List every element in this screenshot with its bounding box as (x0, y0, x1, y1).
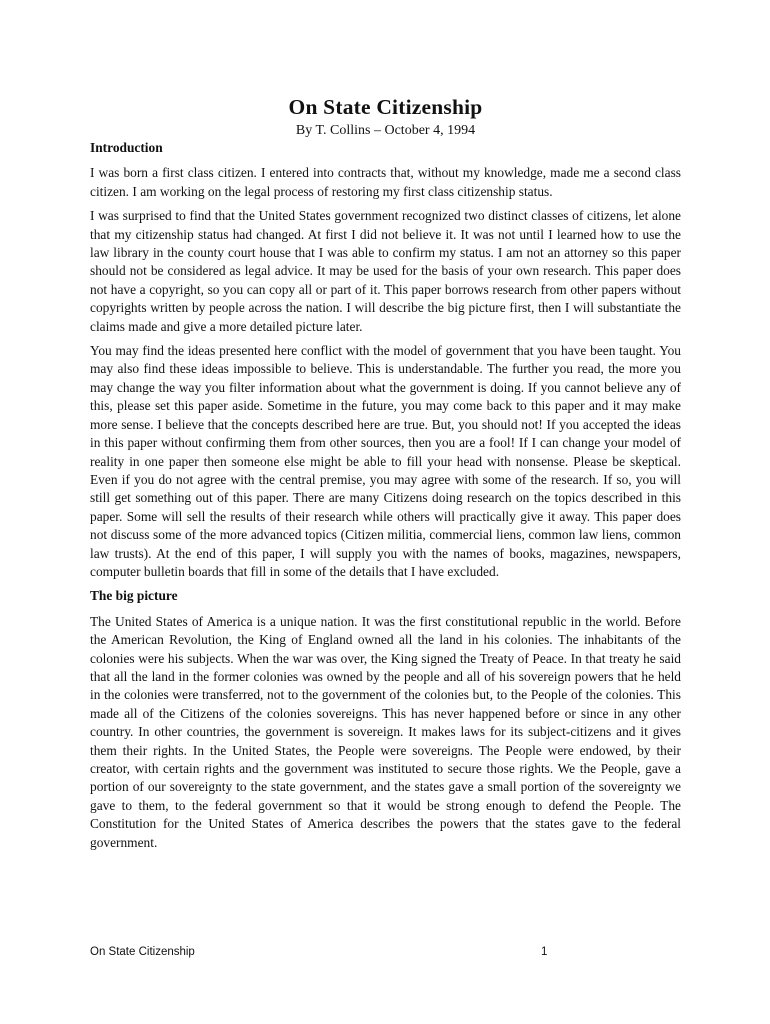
document-page (90, 0, 681, 1024)
paragraph: The United States of America is a unique nation. It was the first constitutional republic in the world. Before the American Revolution, the King of England owned all the land in his colonies. The inhabitants of the colonies were his subjects. When the war was over, the King signed the Treaty of Peace. In that treaty he said that all the land in the former colonies was owned by the people and all of his sovereign powers that he held in the colonies were transferred, not to the government of the colonies but, to the People of the colonies. This made all of the Citizens of the colonies sovereigns. This has never happened before or since in any other country. In other countries, the government is sovereign. It makes laws for its subject-citizens and it gives them their rights. In the United States, the People were sovereigns. The People were endowed, by their creator, with certain rights and the government was instituted to secure those rights. We the People, gave a portion of our sovereignty to the state government, and the states gave a small portion of the sovereignty we gave to them, to the federal government so that it would be strong enough to defend the People. The Constitution for the United States of America describes the powers that the states gave to the federal government. (90, 613, 681, 850)
paragraph: You may find the ideas presented here conflict with the model of government that you have been taught. You may also find these ideas impossible to believe. This is understandable. The further you read, the more you may change the way you filter information about what the government is doing. If you cannot believe any of this, please set this paper aside. Sometime in the future, you may come back to this paper and it may make more sense. I believe that the concepts described here are true. But, you should not! If you accepted the ideas in this paper without confirming them from other sources, then you are a fool! If I can change your model of reality in one paper then someone else might be able to fill your head with nonsense. Please be skeptical. Even if you do not agree with the central premise, you may agree with some of the research. If so, you will still get something out of this paper. There are many Citizens doing research on the topics described in this paper. Some will sell the results of their research while others will practically give it away. This paper does not discuss some of the more advanced topics (Citizen militia, commercial liens, common law liens, common law trusts). At the end of this paper, I will supply you with the names of books, magazines, newspapers, computer bulletin boards that fill in some of the details that I have excluded. (90, 343, 681, 579)
document-title: On State Citizenship (288, 95, 483, 119)
footer-title: On State Citizenship (90, 946, 195, 958)
document-body (90, 139, 681, 858)
section-introduction (90, 139, 681, 581)
section-big-picture (90, 587, 681, 852)
paragraph: I was surprised to find that the United States government recognized two distinct classes of citizens, let alone that my citizenship status had changed. At first I did not believe it. It was not until I learned how to use the law library in the county court house that I was able to confirm my status. I am not an attorney so this paper should not be considered as legal advice. It may be used for the basis of your own research. This paper does not have a copyright, so you can copy all or part of it. This paper borrows research from other papers without copyrights written by people across the nation. I will describe the big picture first, then I will substantiate the claims made and give a more detailed picture later. (90, 208, 681, 334)
document-byline: By T. Collins – October 4, 1994 (295, 123, 476, 138)
section-heading: Introduction (90, 140, 163, 155)
page-number: 1 (541, 946, 548, 958)
section-heading: The big picture (90, 588, 178, 604)
paragraph: I was born a first class citizen. I entered into contracts that, without my knowledge, made me a second class citizen. I am working on the legal process of restoring my first class citizenship status. (90, 165, 681, 199)
